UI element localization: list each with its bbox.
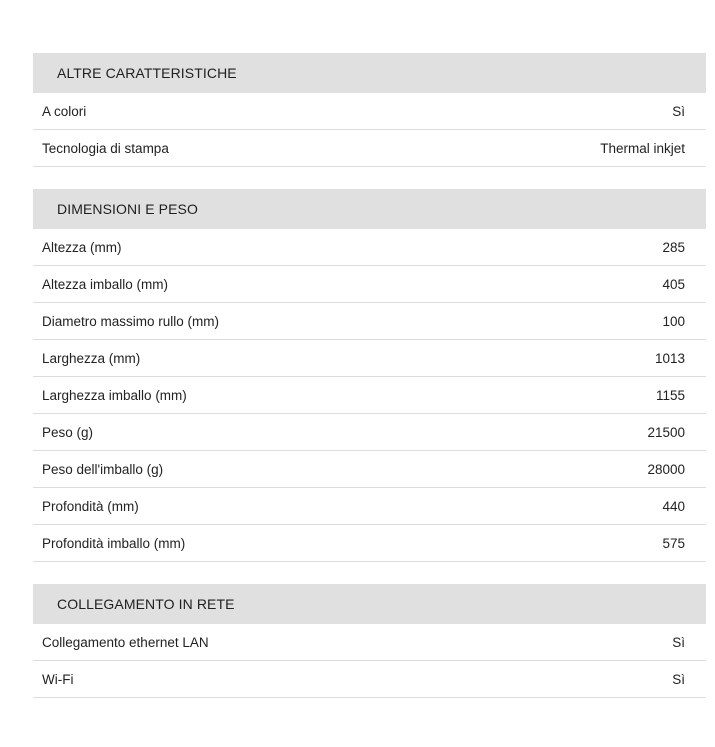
spec-value: 1013 <box>654 350 685 366</box>
spec-label: Profondità (mm) <box>42 498 139 514</box>
spec-value: 1155 <box>655 387 685 403</box>
spec-row <box>33 661 706 698</box>
spec-row <box>33 229 706 266</box>
spec-value: 28000 <box>647 461 685 477</box>
spec-row <box>33 377 706 414</box>
spec-row <box>33 266 706 303</box>
spec-row <box>33 130 706 167</box>
spec-label: Larghezza (mm) <box>42 350 141 366</box>
spec-label: Collegamento ethernet LAN <box>42 634 209 650</box>
spec-row <box>33 303 706 340</box>
spec-row <box>33 414 706 451</box>
section-header: ALTRE CARATTERISTICHE <box>33 53 706 93</box>
section-altre-caratteristiche <box>33 53 706 167</box>
spec-value: Sì <box>672 671 685 687</box>
spec-row <box>33 340 706 377</box>
spec-row <box>33 488 706 525</box>
section-header: COLLEGAMENTO IN RETE <box>33 584 706 624</box>
spec-value: 21500 <box>647 424 685 440</box>
spec-label: Profondità imballo (mm) <box>42 535 186 551</box>
spec-table <box>33 53 706 720</box>
spec-label: Altezza imballo (mm) <box>42 276 169 292</box>
section-header: DIMENSIONI E PESO <box>33 189 706 229</box>
spec-label: A colori <box>42 103 87 119</box>
spec-row <box>33 93 706 130</box>
spec-label: Altezza (mm) <box>42 239 122 255</box>
spec-label: Wi-Fi <box>42 671 74 687</box>
spec-value: 440 <box>662 498 685 514</box>
spec-value: 285 <box>662 239 685 255</box>
spec-value: 405 <box>662 276 685 292</box>
spec-value: Sì <box>672 634 685 650</box>
spec-value: 100 <box>662 313 685 329</box>
spec-row <box>33 451 706 488</box>
spec-label: Tecnologia di stampa <box>42 140 169 156</box>
spec-label: Larghezza imballo (mm) <box>42 387 187 403</box>
spec-label: Peso dell'imballo (g) <box>42 461 164 477</box>
spec-row <box>33 624 706 661</box>
spec-label: Peso (g) <box>42 424 94 440</box>
spec-value: Sì <box>672 103 685 119</box>
spec-label: Diametro massimo rullo (mm) <box>42 313 220 329</box>
spec-value: 575 <box>662 535 685 551</box>
spec-row <box>33 525 706 562</box>
section-dimensioni-e-peso <box>33 189 706 562</box>
section-collegamento-in-rete <box>33 584 706 698</box>
spec-value: Thermal inkjet <box>600 140 685 156</box>
